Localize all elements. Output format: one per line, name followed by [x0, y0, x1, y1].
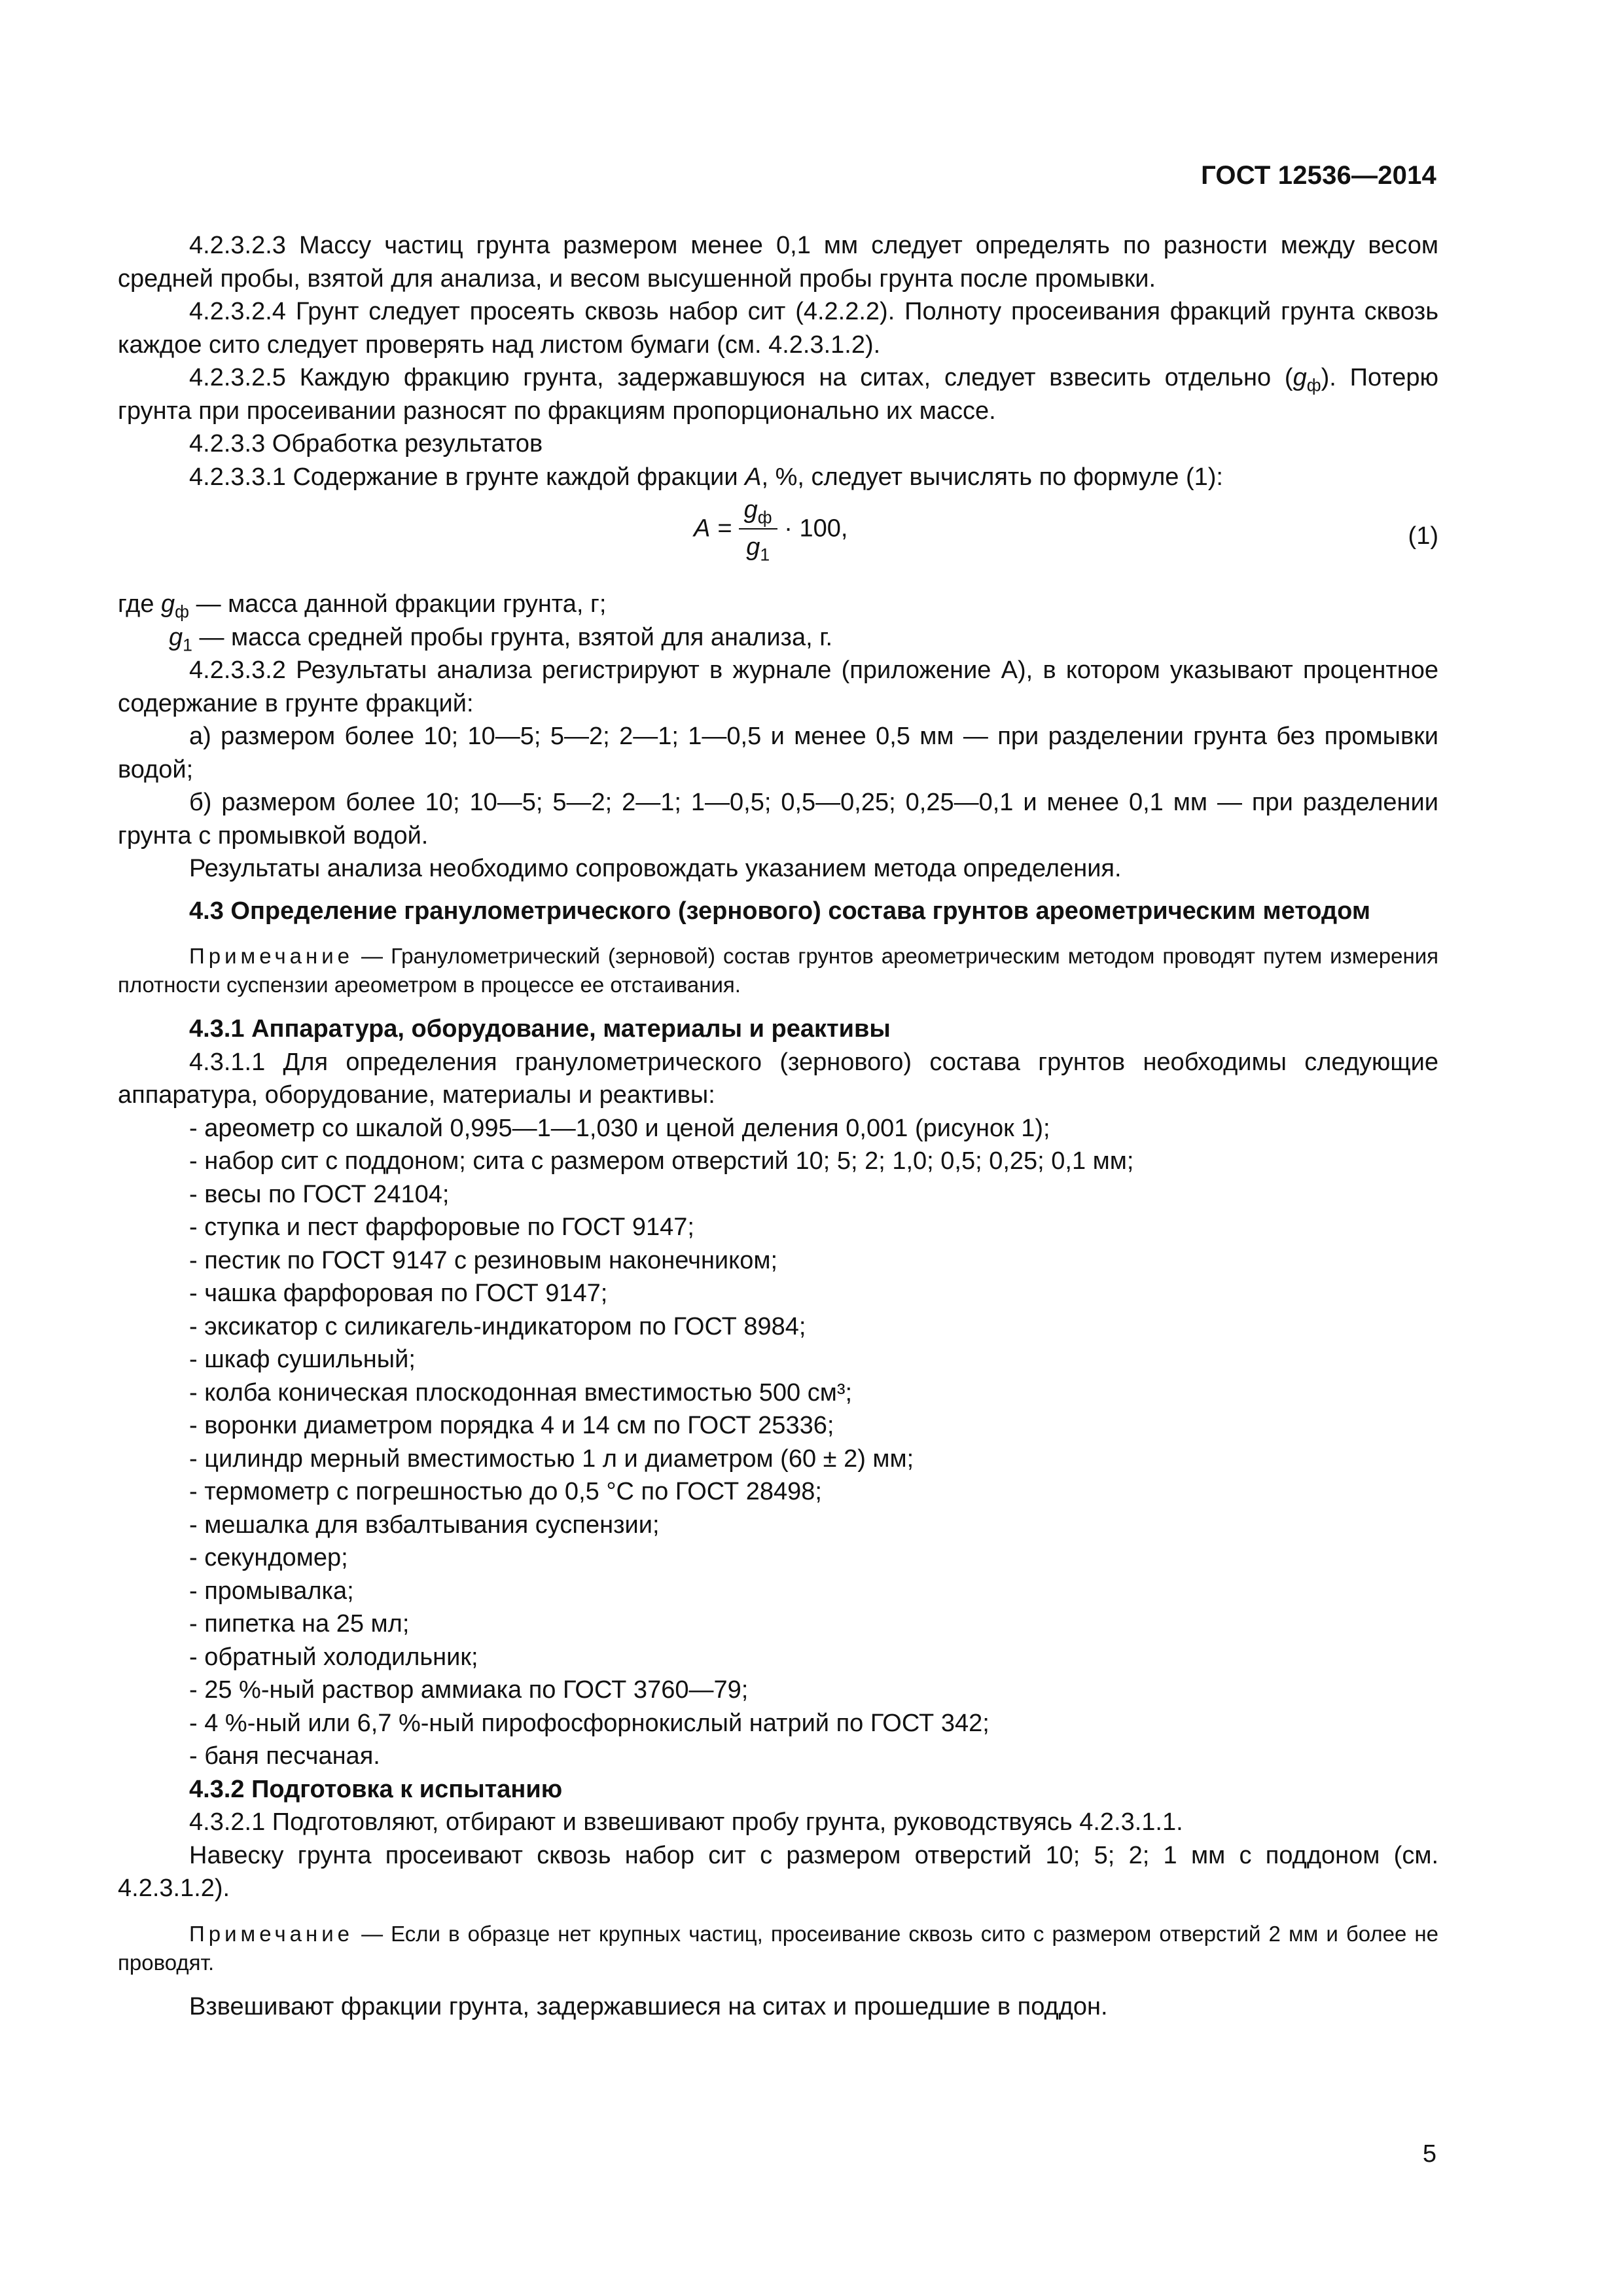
- paragraph-weighing: Взвешивают фракции грунта, задержавшиеся на ситах и прошедшие в поддон.: [189, 1992, 1108, 2020]
- equipment-list-item: - мешалка для взбалтывания суспензии;: [189, 1511, 660, 1539]
- var-g: g: [746, 533, 760, 561]
- paragraph-4-2-3-2-4: 4.2.3.2.4 Грунт следует просеять сквозь набор сит (4.2.2.2). Полноту просеивания фракций грунта сквозь каждое сито следует проверять над листом бумаги (см. 4.2.3.1.2).: [118, 298, 1438, 359]
- page-number: 5: [1422, 2140, 1436, 2168]
- where-line-2: [118, 621, 1438, 655]
- note-4-3-2: [118, 1920, 1438, 1977]
- equipment-list-item: - 25 %-ный раствор аммиака по ГОСТ 3760—79;: [189, 1676, 749, 1704]
- sub-f: ф: [757, 507, 772, 528]
- fraction-denominator: [739, 529, 777, 565]
- text-segment: , %, следует вычислять по формуле (1):: [761, 463, 1223, 491]
- paragraph-4-3-2-1: 4.3.2.1 Подготовляют, отбирают и взвешивают пробу грунта, руководствуясь 4.2.3.1.1.: [189, 1808, 1183, 1836]
- text-segment: 4.2.3.3.1 Содержание в грунте каждой фракции: [189, 463, 745, 491]
- note-label: Примечание: [189, 944, 354, 968]
- fraction-numerator: [739, 496, 777, 529]
- paragraph-4-2-3-3-1: [118, 461, 1438, 494]
- formula-lhs: А =: [694, 514, 739, 543]
- text-segment: — масса данной фракции грунта, г;: [189, 590, 607, 618]
- note-text: — Если в образце нет крупных частиц, просеивание сквозь сито с размером отверстий 2 мм и более не проводят.: [118, 1921, 1438, 1975]
- equipment-list-item: - чашка фарфоровая по ГОСТ 9147;: [189, 1280, 608, 1307]
- equipment-list-item: - 4 %-ный или 6,7 %-ный пирофосфорнокислый натрий по ГОСТ 342;: [189, 1709, 990, 1737]
- text-segment: ). Потерю грунта при просеивании разносят по фракциям пропорционально их массе.: [118, 364, 1438, 425]
- note-label: Примечание: [189, 1921, 354, 1946]
- where-line-1: [118, 588, 1438, 621]
- equipment-list-item: - воронки диаметром порядка 4 и 14 см по ГОСТ 25336;: [189, 1412, 834, 1439]
- paragraph-4-3-1-1: 4.3.1.1 Для определения гранулометрического (зернового) состава грунтов необходимы следующие аппаратура, оборудование, материалы и реактивы:: [118, 1048, 1438, 1109]
- note-4-3: [118, 942, 1438, 999]
- var-g: g: [1293, 364, 1307, 391]
- text-segment: — масса средней пробы грунта, взятой для анализа, г.: [192, 623, 833, 651]
- standard-header: ГОСТ 12536—2014: [1201, 161, 1436, 190]
- var-g: g: [169, 623, 183, 651]
- sub-1: 1: [183, 635, 192, 655]
- equipment-list-item: - промывалка;: [189, 1577, 354, 1605]
- equipment-list: [118, 1112, 1438, 1773]
- equipment-list-item: - пипетка на 25 мл;: [189, 1610, 410, 1638]
- section-4-3-1-title: 4.3.1 Аппаратура, оборудование, материалы и реактивы: [189, 1015, 891, 1043]
- equipment-list-item: - ступка и пест фарфоровые по ГОСТ 9147;: [189, 1213, 694, 1241]
- formula-1: [118, 496, 1438, 588]
- equipment-list-item: - секундомер;: [189, 1544, 348, 1571]
- section-4-3-title: 4.3 Определение гранулометрического (зернового) состава грунтов ареометрическим методом: [189, 897, 1370, 925]
- var-a: А: [745, 463, 762, 491]
- paragraph-4-2-3-2-3: 4.2.3.2.3 Массу частиц грунта размером менее 0,1 мм следует определять по разности между весом средней пробы, взятой для анализа, и весом высушенной пробы грунта после промывки.: [118, 232, 1438, 293]
- sub-f: ф: [1306, 375, 1321, 395]
- equipment-list-item: - обратный холодильник;: [189, 1643, 478, 1671]
- formula-rhs: · 100,: [777, 514, 848, 543]
- equipment-list-item: - набор сит с поддоном; сита с размером отверстий 10; 5; 2; 1,0; 0,5; 0,25; 0,1 мм;: [189, 1147, 1134, 1175]
- text-segment: где: [118, 590, 162, 618]
- formula-expression: [694, 496, 847, 588]
- var-g: g: [161, 590, 175, 618]
- paragraph-sieving: Навеску грунта просеивают сквозь набор сит с размером отверстий 10; 5; 2; 1 мм с поддоном (см. 4.2.3.1.2).: [118, 1841, 1438, 1902]
- equipment-list-item: - шкаф сушильный;: [189, 1346, 416, 1373]
- equipment-list-item: - ареометр со шкалой 0,995—1—1,030 и ценой деления 0,001 (рисунок 1);: [189, 1114, 1050, 1142]
- formula-fraction: [739, 496, 777, 565]
- equipment-list-item: - колба коническая плоскодонная вместимостью 500 см³;: [189, 1378, 853, 1407]
- equipment-list-item: - термометр с погрешностью до 0,5 °С по ГОСТ 28498;: [189, 1478, 822, 1505]
- paragraph-results: Результаты анализа необходимо сопровождать указанием метода определения.: [189, 855, 1122, 882]
- equipment-list-item: - эксикатор с силикагель-индикатором по ГОСТ 8984;: [189, 1312, 806, 1340]
- paragraph-4-2-3-2-5: [118, 361, 1438, 427]
- paragraph-4-2-3-3-2: 4.2.3.3.2 Результаты анализа регистрируют в журнале (приложение А), в котором указывают процентное содержание в грунте фракций:: [118, 656, 1438, 717]
- equipment-list-item: - баня песчаная.: [189, 1742, 380, 1770]
- equipment-list-item: - цилиндр мерный вместимостью 1 л и диаметром (60 ± 2) мм;: [189, 1444, 914, 1473]
- sub-f: ф: [175, 601, 190, 622]
- list-item-b: б) размером более 10; 10—5; 5—2; 2—1; 1—0,5; 0,5—0,25; 0,25—0,1 и менее 0,1 мм — при разделении грунта с промывкой водой.: [118, 789, 1438, 850]
- equipment-list-item: - весы по ГОСТ 24104;: [189, 1180, 450, 1208]
- paragraph-4-2-3-3: 4.2.3.3 Обработка результатов: [189, 430, 543, 457]
- page-content: [118, 229, 1438, 2023]
- formula-number: (1): [1408, 522, 1438, 550]
- note-text: — Гранулометрический (зерновой) состав грунтов ареометрическим методом проводят путем измерения плотности суспензии ареометром в процессе ее отстаивания.: [118, 944, 1438, 997]
- text-segment: 4.2.3.2.5 Каждую фракцию грунта, задержавшуюся на ситах, следует взвесить отдельно (: [189, 364, 1293, 391]
- section-4-3-2-title: 4.3.2 Подготовка к испытанию: [189, 1775, 563, 1803]
- equipment-list-item: - пестик по ГОСТ 9147 с резиновым наконечником;: [189, 1246, 778, 1274]
- list-item-a: а) размером более 10; 10—5; 5—2; 2—1; 1—0,5 и менее 0,5 мм — при разделении грунта без промывки водой;: [118, 723, 1438, 783]
- sub-1: 1: [760, 545, 770, 565]
- var-g: g: [743, 496, 758, 524]
